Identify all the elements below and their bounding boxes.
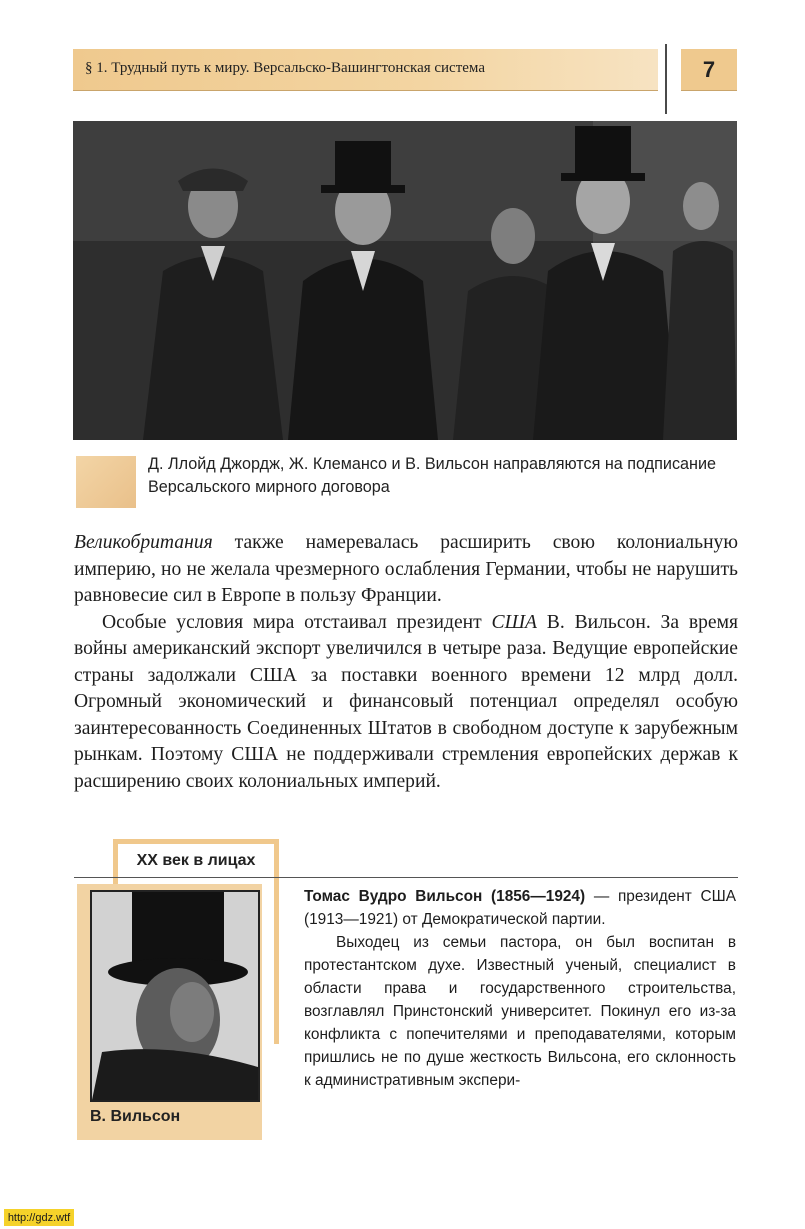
caption-marker (76, 456, 136, 508)
portrait-figure (92, 892, 258, 1100)
britain-term: Великобритания (74, 532, 213, 553)
sidebar-label: XX век в лицах (136, 852, 256, 869)
usa-text-start: Особые условия мира отстаивал президент (102, 611, 492, 633)
britain-text: также намеревалась расширить свою колониальную империю, но не желала чрезмерного ослабления Германии, чтобы не нарушить равновесие сил в Европе в пользу Франции. (74, 532, 738, 606)
usa-text-rest: В. Вильсон. За время войны американский экспорт увеличился в четыре раза. Ведущие европейские страны задолжали США за поставки военного времени 12 млрд долл. Огромный экономический и финансовый потенциал определял особую заинтересованность Соединенных Штатов в свободном доступе к зарубежным рынкам. Поэтому США не поддерживали стремления европейских держав к расширению своих колониальных империй. (74, 611, 738, 792)
portrait-name: В. Вильсон (90, 1108, 181, 1125)
page-number: 7 (681, 49, 737, 91)
wilson-portrait (90, 890, 260, 1102)
historical-photo (73, 121, 737, 440)
usa-term: США (491, 611, 537, 633)
main-text (74, 530, 738, 795)
bio-intro (304, 885, 736, 931)
photo-caption: Д. Ллойд Джордж, Ж. Клемансо и В. Вильсон направляются на подписание Версальского мирного договора (148, 455, 717, 496)
photo-figures (73, 121, 737, 440)
bio-name-dates: Томас Вудро Вильсон (1856—1924) (304, 888, 586, 905)
bio-paragraph: Выходец из семьи пастора, он был воспитан в протестантском духе. Известный ученый, специалист в области права и государственного строительства, возглавлял Принстонский университет. Покинул его из-за конфликта с попечителями и преподавателями, которым пришлись не по душе жесткость Вильсона, его склонность к административным экспери- (304, 934, 736, 1089)
header-divider (665, 44, 667, 114)
divider-line (74, 877, 738, 878)
paragraph-usa (74, 610, 738, 796)
bio-intro-text: — президент США (1913—1921) от Демократической партии. (304, 888, 736, 928)
site-watermark: http://gdz.wtf (4, 1209, 74, 1226)
section-title: § 1. Трудный путь к миру. Версальско-Вашингтонская система (85, 60, 485, 76)
paragraph-britain (74, 530, 738, 610)
biography (304, 885, 736, 1092)
section-header (73, 49, 658, 91)
